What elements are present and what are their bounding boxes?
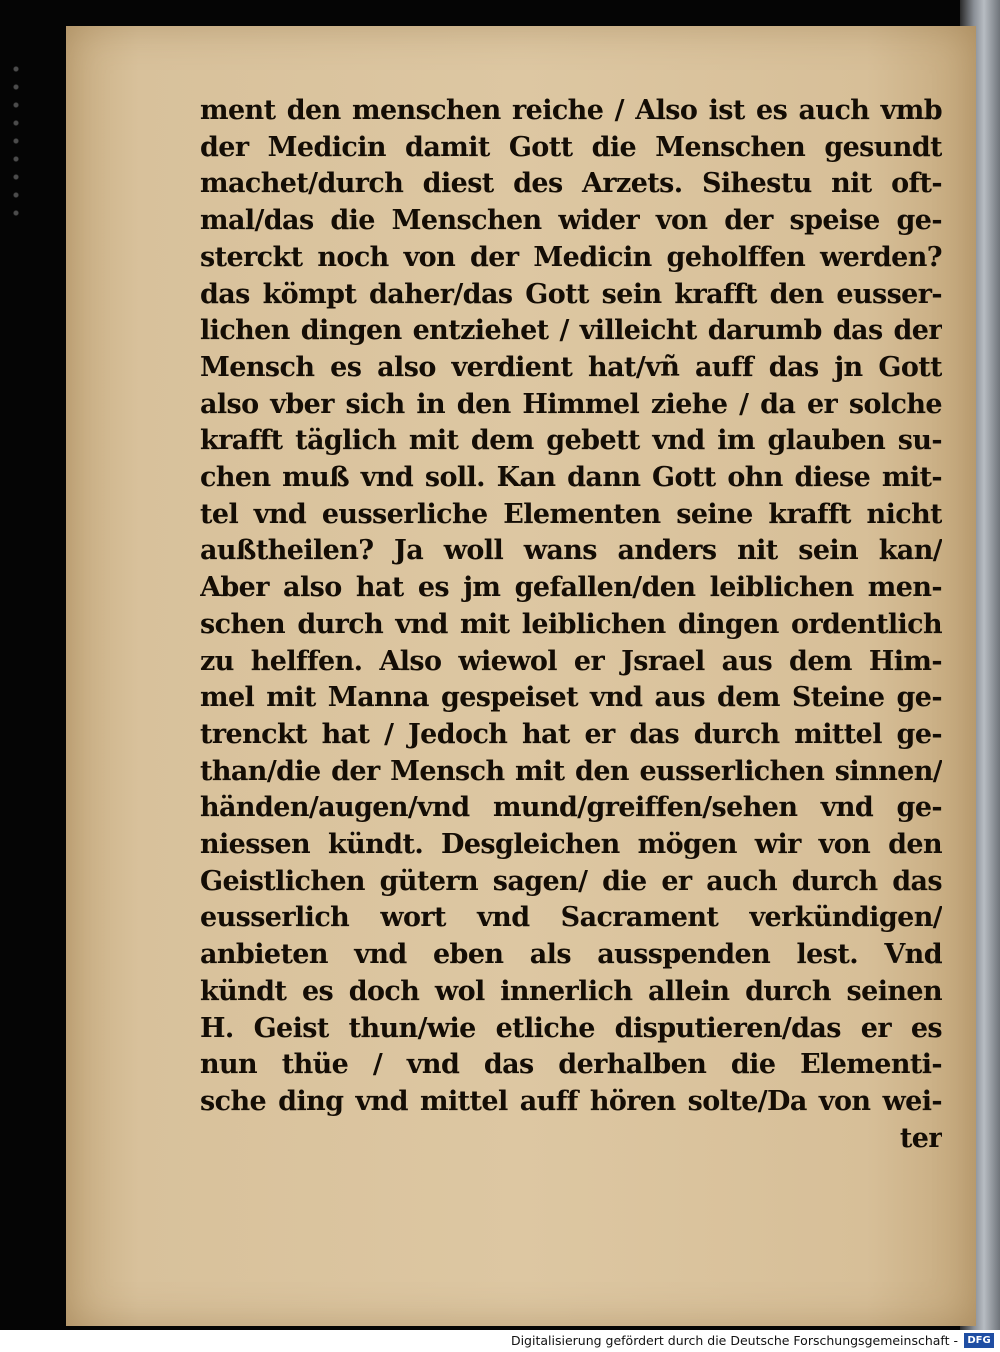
binding-holes <box>0 60 40 220</box>
footer-credit: Digitalisierung gefördert durch die Deutsche Forschungsgemeinschaft - <box>510 1333 958 1348</box>
text-line: zu helffen. Also wiewol er Jsrael aus dem Him- <box>200 645 942 677</box>
text-line: eusserlich wort vnd Sacrament verkündigen/ <box>200 902 942 934</box>
text-line: than/die der Mensch mit den eusserlichen sinnen/ <box>200 755 942 787</box>
footer-bar <box>0 1330 1000 1352</box>
text-line: nun thüe / vnd das derhalben die Elementi- <box>200 1049 942 1081</box>
text-line: händen/augen/vnd mund/greiffen/sehen vnd ge- <box>200 792 942 824</box>
text-line: also vber sich in den Himmel ziehe / da er solche <box>200 388 942 420</box>
text-line: ter <box>899 1122 942 1154</box>
text-line: der Medicin damit Gott die Menschen gesundt <box>200 131 942 163</box>
text-line: außtheilen? Ja woll wans anders nit sein kan/ <box>200 535 942 567</box>
dfg-logo-icon[interactable]: DFG <box>964 1333 994 1348</box>
text-line: trenckt hat / Jedoch hat er das durch mittel ge- <box>200 718 942 750</box>
text-line: kündt es doch wol innerlich allein durch seinen <box>200 975 942 1007</box>
text-line: mal/das die Menschen wider von der speise ge- <box>200 205 942 237</box>
text-line: schen durch vnd mit leiblichen dingen ordentlich <box>200 608 942 640</box>
text-line: machet/durch diest des Arzets. Sihestu nit oft- <box>200 168 942 200</box>
text-line: tel vnd eusserliche Elementen seine krafft nicht <box>200 498 942 530</box>
text-line: ment den menschen reiche / Also ist es auch vmb <box>200 95 942 126</box>
text-line: das kömpt daher/das Gott sein krafft den eusser- <box>200 278 942 310</box>
text-line: Geistlichen gütern sagen/ die er auch durch das <box>200 865 942 897</box>
text-line: sche ding vnd mittel auff hören solte/Da von wei- <box>200 1085 942 1117</box>
text-line: niessen kündt. Desgleichen mögen wir von den <box>200 829 942 861</box>
page-text <box>200 93 942 1157</box>
text-line: lichen dingen entziehet / villeicht darumb das der <box>200 315 942 347</box>
text-line: krafft täglich mit dem gebett vnd im glauben su- <box>200 425 942 457</box>
text-line: sterckt noch von der Medicin geholffen werden? <box>200 241 942 273</box>
text-line: Aber also hat es jm gefallen/den leiblichen men- <box>200 572 942 604</box>
text-line: H. Geist thun/wie etliche disputieren/das er es <box>200 1012 942 1044</box>
text-line: Mensch es also verdient hat/vñ auff das jn Gott <box>200 351 942 383</box>
text-line: mel mit Manna gespeiset vnd aus dem Steine ge- <box>200 682 942 714</box>
text-line: anbieten vnd eben als ausspenden lest. Vnd <box>200 939 942 971</box>
text-line: chen muß vnd soll. Kan dann Gott ohn diese mit- <box>200 462 942 494</box>
